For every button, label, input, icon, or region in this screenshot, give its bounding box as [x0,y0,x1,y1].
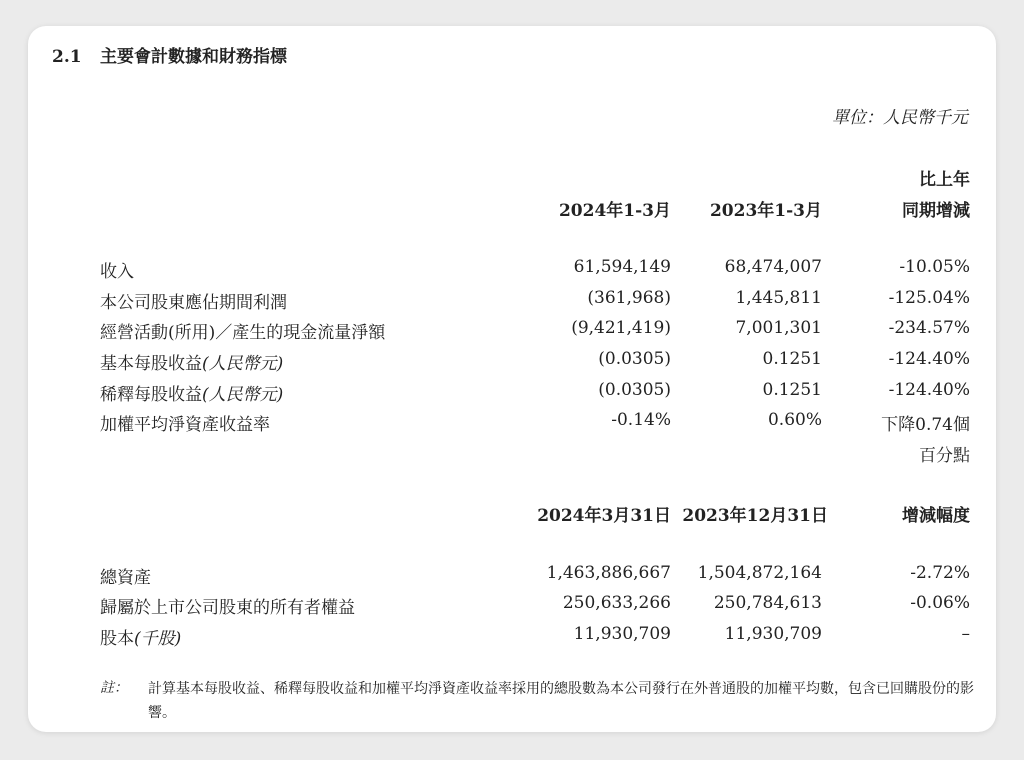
note-tag: 註： [100,680,128,696]
row-value-change: -234.57% [888,318,970,338]
row-value-change: -10.05% [899,257,970,277]
row-value-2023: 11,930,709 [724,624,822,644]
row-value-2024: (0.0305) [598,380,671,400]
row-label: 本公司股東應佔期間利潤 [100,293,287,313]
row-label: 股本(千股) [100,629,182,649]
header-2024-q1: 2024年1-3月 [558,201,671,221]
row-label: 基本每股收益(人民幣元) [100,354,284,374]
row-value-2024: (0.0305) [598,349,671,369]
row-value-change: -0.06% [910,593,970,613]
note-text: 計算基本每股收益、稀釋每股收益和加權平均淨資產收益率採用的總股數為本公司發行在外普通股的加權平均數，包含已回購股份的影響。 [148,681,974,721]
header-yoy-line2: 同期增減 [902,201,970,221]
row-value-2024: (361,968) [587,288,671,308]
row-value-2023: 0.1251 [762,349,822,369]
row-value-2024: (9,421,419) [571,318,671,338]
row-label: 經營活動(所用)／產生的現金流量淨額 [100,323,386,343]
row-value-2023: 1,504,872,164 [697,563,822,583]
row-value-2023: 0.1251 [762,380,822,400]
unit-label: 單位：人民幣千元 [832,108,968,128]
row-label: 稀釋每股收益(人民幣元) [100,385,284,405]
row-value-change: -124.40% [888,349,970,369]
row-value-2024: 1,463,886,667 [546,563,671,583]
row-value-change: -125.04% [888,288,970,308]
section-heading [52,42,287,67]
row-value-change: 下降0.74個 [881,415,970,435]
row-label: 收入 [100,262,134,282]
row-value-change-line2: 百分點 [919,446,970,466]
row-label: 加權平均淨資產收益率 [100,415,270,435]
row-label-unit: (人民幣元) [202,354,284,374]
row-value-2023: 68,474,007 [724,257,822,277]
row-value-change: – [961,624,970,644]
row-value-2024: 11,930,709 [573,624,671,644]
row-value-2023: 250,784,613 [713,593,822,613]
section-title: 主要會計數據和財務指標 [100,47,287,67]
document-card [28,26,996,732]
row-value-2024: 250,633,266 [562,593,671,613]
row-value-2023: 7,001,301 [735,318,822,338]
section-number: 2.1 [52,47,82,67]
row-label-unit: (千股) [134,629,182,649]
header-2023-dec31: 2023年12月31日 [682,506,828,526]
header-2023-q1: 2023年1-3月 [709,201,822,221]
row-value-2023: 1,445,811 [735,288,822,308]
row-label: 總資產 [100,568,151,588]
row-label: 歸屬於上市公司股東的所有者權益 [100,598,355,618]
row-value-change: -124.40% [888,380,970,400]
row-value-change: -2.72% [910,563,970,583]
header-change: 增減幅度 [902,506,970,526]
row-value-2023: 0.60% [767,410,822,430]
header-yoy-line1: 比上年 [919,170,970,190]
row-value-2024: -0.14% [611,410,671,430]
header-2024-mar31: 2024年3月31日 [537,506,671,526]
row-value-2024: 61,594,149 [573,257,671,277]
row-label-unit: (人民幣元) [202,385,284,405]
